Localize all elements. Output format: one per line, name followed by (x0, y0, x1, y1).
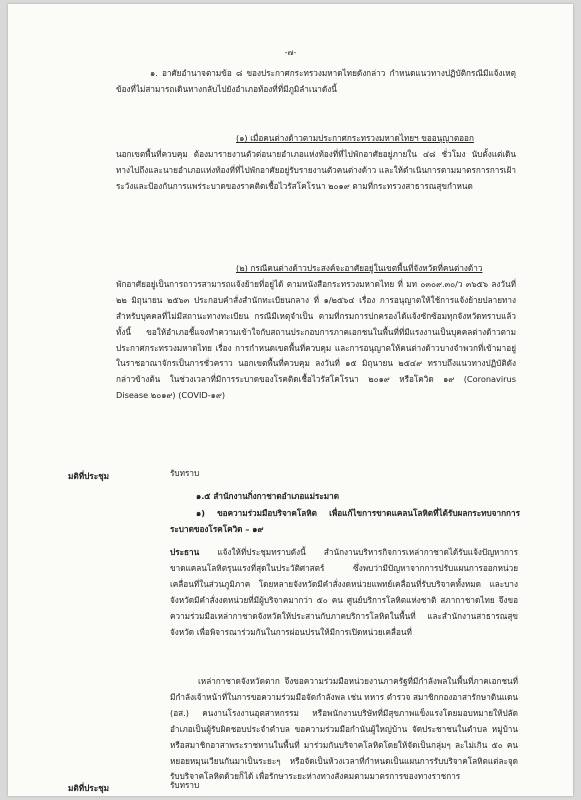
paragraph-3-body: พักอาศัยอยู่เป็นการถาวรสามารถแจ้งย้ายที่อยู่ได้ ตามหนังสือกระทรวงมหาดไทย ที่ มท ๐๓๐๙.๓๐/ว ๓๖๕๖ ลงวันที่ ๒๒ มิถุนายน ๒๕๖๓ ประกอบคำสั่งสำนักทะเบียนกลาง ที่ ๑/๒๕๖๔ เรื่อง การอนุญาตให้ใช้การแจ้งย้ายปลายทางสำหรับบุคคลที่ไม่มีสถานะทางทะเบียน กรณีมีเหตุจำเป็น ตามที่กรมการปกครองได้แจ้งซักซ้อมทุกจังหวัดทราบแล้ว ทั้งนี้ ขอให้อำเภอชี้แจงทำความเข้าใจกับสถานประกอบการภาคเอกชนในพื้นที่ที่มีแรงงานเป็นบุคคลต่างด้าวตามประกาศกระทรวงมหาดไทย เรื่อง การกำหนดเขตพื้นที่ควบคุม และการอนุญาตให้คนต่างด้าวบางจำพวกที่เข้ามาอยู่ในราชอาณาจักรเป็นการชั่วคราว นอกเขตพื้นที่ควบคุม ลงวันที่ ๑๕ มิถุนายน ๒๕๔๙ ทราบถึงแนวทางปฏิบัติดังกล่าวข้างต้น ในช่วงเวลาที่มีการระบาดของโรคติดเชื้อไวรัสโคโรนา ๒๐๑๙ หรือโควิด ๑๙ (Coronavirus Disease ๒๐๑๙) (COVID-๑๙) (116, 278, 516, 401)
paragraph-3-title: (๒) กรณีคนต่างด้าวประสงค์จะอาศัยอยู่ในเขตพื้นที่จังหวัดที่คนต่างด้าว (236, 263, 483, 273)
resolution-label-1: มติที่ประชุม (68, 471, 110, 481)
section-heading: ๑.๕ สำนักงานกิ่งกาชาดอำเภอแม่ระมาด (196, 491, 340, 501)
paragraph-2-body: นอกเขตพื้นที่ควบคุม ต้องมารายงานตัวต่อนายอำเภอแห่งท้องที่ที่ไปพักอาศัยอยู่ภายใน ๔๘ ชั่วโมง นับตั้งแต่เดินทางไปถึงและนายอำเภอแห่งท้องที่ที่ไปพักอาศัยอยู่รับรายงานตัวคนต่างด้าว และให้ดำเนินการตามมาตรการการเฝ้าระวังและป้องกันการแพร่ระบาดของราคติดเชื้อไวรัสโคโรนา ๒๐๑๙ ตามที่กระทรวงสาธารณสุขกำหนด (116, 148, 516, 191)
item-title (170, 506, 520, 538)
chair-statement (170, 545, 518, 640)
chair-label: ประธาน (170, 547, 200, 557)
document-page (8, 4, 573, 796)
paragraph-1-text: ๑. อาศัยอำนาจตามข้อ ๘ ของประกาศกระทรวงมหาดไทยดังกล่าว กำหนดแนวทางปฏิบัติกรณีมีแจ้งเหตุข้องที่ไม่สามารถเดินทางกลับไปยังอำเภอท้องที่ที่มีภูมิลำเนาดังนี้ (116, 68, 516, 94)
paragraph-3 (116, 261, 516, 404)
paragraph-2 (116, 131, 516, 195)
paragraph-1 (116, 66, 516, 98)
paragraph-last-text: เหล่ากาชาดจังหวัดตาก จึงขอความร่วมมือหน่วยงานภาครัฐที่มีกำลังพลในพื้นที่ภาคเอกชนที่มีกำลังเจ้าหน้าที่ในการขอความร่วมมือจัดกำลังพล เช่น ทหาร ตำรวจ สมาชิกกองอาสารักษาดินแดน (อส.) คนงานโรงงานอุตสาหกรรม หรือพนักงานบริษัทที่มีสุขภาพแข็งแรงโดยมอบหมายให้ปลัดอำเภอเป็นผู้รับผิดชอบประจำตำบล ขอความร่วมมือกำนันผู้ใหญ่บ้าน จัดประชาชนในตำบล หมู่บ้าน หรือสมาชิกอาสาพระราชทานในพื้นที่ มาร่วมกันบริจาคโลหิตโดยให้จัดเป็นกลุ่มๆ ละไม่เกิน ๕๐ คน หยอยหมุนเวียนกันมาเป็นระยะๆ หรือจัดเป็นห้วงเวลาที่กำหนดเป็นแผนการรับบริจาคโลหิตแต่ละจุดรับบริจาคโลหิตด้วยก็ได้ เพื่อรักษาระยะห่างทางสังคมตามมาตรการของทางราชการ (170, 676, 518, 782)
item-title-text: ๑) ขอความร่วมมือบริจาคโลหิต เพื่อแก้ไขการขาดแคลนโลหิตที่ได้รับผลกระทบจากการระบาดของโรคโควิด – ๑๙ (170, 508, 520, 534)
resolution-value-2: รับทราบ (170, 780, 200, 790)
resolution-value-1: รับทราบ (170, 468, 200, 478)
paragraph-2-title: (๑) เมื่อคนต่างด้าวตามประกาศกระทรวงมหาดไทยฯ ขออนุญาตออก (236, 133, 474, 143)
page-number: -๗- (284, 48, 297, 57)
resolution-label-2: มติที่ประชุม (68, 783, 110, 793)
paragraph-last (170, 674, 518, 785)
chair-body: แจ้งให้ที่ประชุมทราบดังนี้ สำนักงานบริหารกิจการเหล่ากาชาดได้รับแจ้งปัญหาการขาดแคลนโลหิตรุนแรงที่สุดในประวัติศาสตร์ ซึ่งพบว่ามีปัญหาจากการปรับแผนการออกหน่วยเคลื่อนที่ในส่วนภูมิภาค โดยหลายจังหวัดมีคำสั่งงดหน่วยแพทย์เคลื่อนที่รับบริจาคทั้งหมด และบางจังหวัดมีคำสั่งงดหน่วยที่มีผู้บริจาคมากว่า ๕๐ คน ศูนย์บริการโลหิตแห่งชาติ สภากาชาดไทย จึงขอความร่วมมือเหล่ากาชาดจังหวัดให้ประสานกับภาคบริการโลหิตในพื้นที่ และสำนักงานสาธารณสุขจังหวัด เพื่อพิจารณาร่วมกันในการผ่อนปรนให้มีการเปิดหน่วยเคลื่อนที่ (170, 547, 518, 637)
